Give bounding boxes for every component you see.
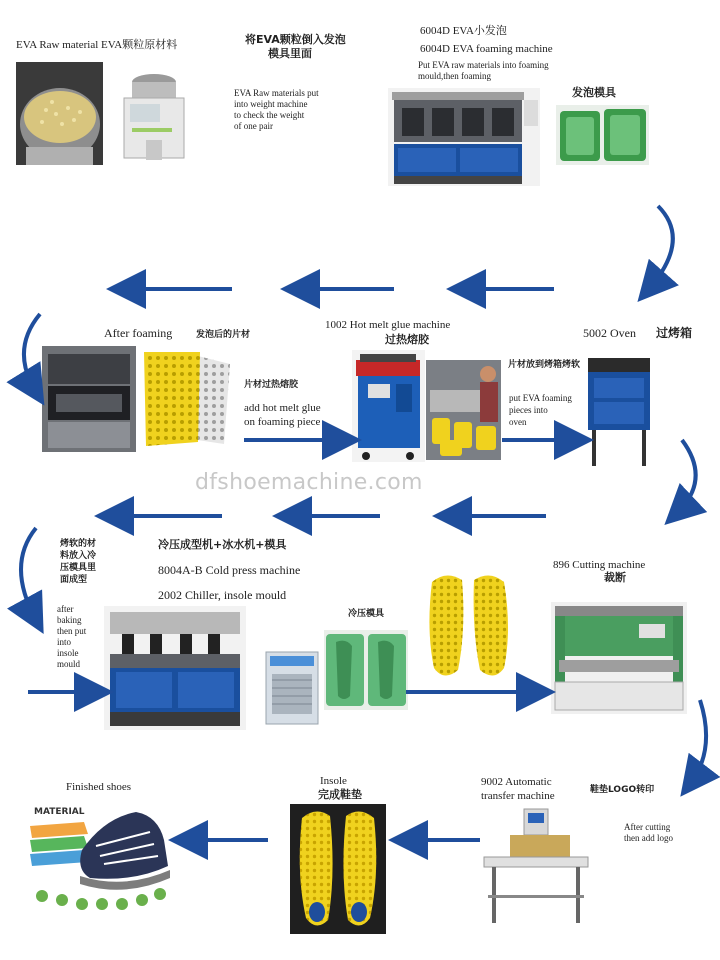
watermark: dfshoemachine.com — [195, 470, 423, 495]
step3-glue-cn: 片材过热熔胶 — [244, 380, 299, 390]
step6-line-2: 2002 Chiller, insole mould — [158, 588, 287, 602]
step6-side-cn-line: 压模具里 — [60, 563, 97, 573]
step4-title-cn: 过热熔胶 — [385, 333, 429, 346]
step1-desc-line: to check the weight — [234, 110, 305, 120]
curve-arrow-row2-left — [24, 314, 40, 392]
step2-desc-line: Put EVA raw materials into foaming — [418, 60, 549, 70]
step3-desc-line: on foaming piece — [244, 416, 321, 428]
step7-logo-cn: 鞋垫LOGO转印 — [590, 785, 655, 795]
step3-title-en: After foaming — [104, 326, 173, 340]
material-label: MATERIAL — [34, 807, 85, 817]
step6-side-cn-line: 烤软的材 — [60, 539, 97, 549]
flow-arrows — [21, 206, 706, 840]
step6-title-cn: 冷压成型机+冰水机+模具 — [158, 538, 287, 551]
step7-title-cn: 裁断 — [604, 571, 626, 584]
step6-side-en-line: mould — [57, 659, 81, 669]
step2-title-2: 6004D EVA foaming machine — [420, 43, 553, 55]
step7-title-en: 896 Cutting machine — [553, 559, 646, 571]
step5-desc-line: put EVA foaming — [509, 393, 572, 403]
step2-mould-label: 发泡模具 — [572, 86, 616, 99]
step7-desc-line: After cutting — [624, 822, 671, 832]
step6-side-cn-line: 料放入冷 — [60, 551, 97, 561]
step3-title-cn: 发泡后的片材 — [196, 330, 251, 340]
step6-side-en-line: after — [57, 604, 74, 614]
step6-side-en-line: insole — [57, 648, 79, 658]
step1-caption-cn-1: 将EVA颗粒倒入发泡 — [245, 33, 346, 46]
step10-title-en: Finished shoes — [66, 781, 132, 793]
step2-desc-line: mould,then foaming — [418, 71, 491, 81]
step4-title-en: 1002 Hot melt glue machine — [325, 319, 451, 331]
step4-oven-cn: 片材放到烤箱烤软 — [508, 360, 581, 370]
step5-title-cn: 过烤箱 — [656, 326, 693, 340]
curve-arrow-row3-left — [21, 528, 36, 620]
step7-desc-line: then add logo — [624, 833, 673, 843]
step1-desc-line: into weight machine — [234, 99, 308, 109]
step6-side-en-line: then put — [57, 626, 87, 636]
curve-arrow-row2-right — [676, 440, 696, 514]
step2-title-1: 6004D EVA小发泡 — [420, 25, 507, 37]
step8-title-en-2: transfer machine — [481, 790, 555, 802]
step8-title-en-1: 9002 Automatic — [481, 776, 552, 788]
step6-line-1: 8004A-B Cold press machine — [158, 563, 301, 577]
step5-desc-line: pieces into — [509, 405, 548, 415]
curve-arrow-row1 — [648, 206, 673, 290]
step1-desc-line: EVA Raw materials put — [234, 88, 319, 98]
step5-title-en: 5002 Oven — [583, 326, 636, 340]
step5-desc-line: oven — [509, 417, 527, 427]
step3-desc-line: add hot melt glue — [244, 402, 321, 414]
step6-mould-cn: 冷压模具 — [348, 609, 385, 619]
step9-title-en: Insole — [320, 775, 347, 787]
step6-side-en-line: into — [57, 637, 72, 647]
step9-title-cn: 完成鞋垫 — [318, 788, 362, 801]
step6-side-cn-line: 面成型 — [60, 575, 88, 585]
step6-side-en-line: baking — [57, 615, 82, 625]
step1-desc-line: of one pair — [234, 121, 273, 131]
step1-title: EVA Raw material EVA颗粒原材料 — [16, 39, 178, 51]
curve-arrow-row3-right — [690, 700, 706, 784]
step1-caption-cn-2: 模具里面 — [268, 47, 312, 60]
